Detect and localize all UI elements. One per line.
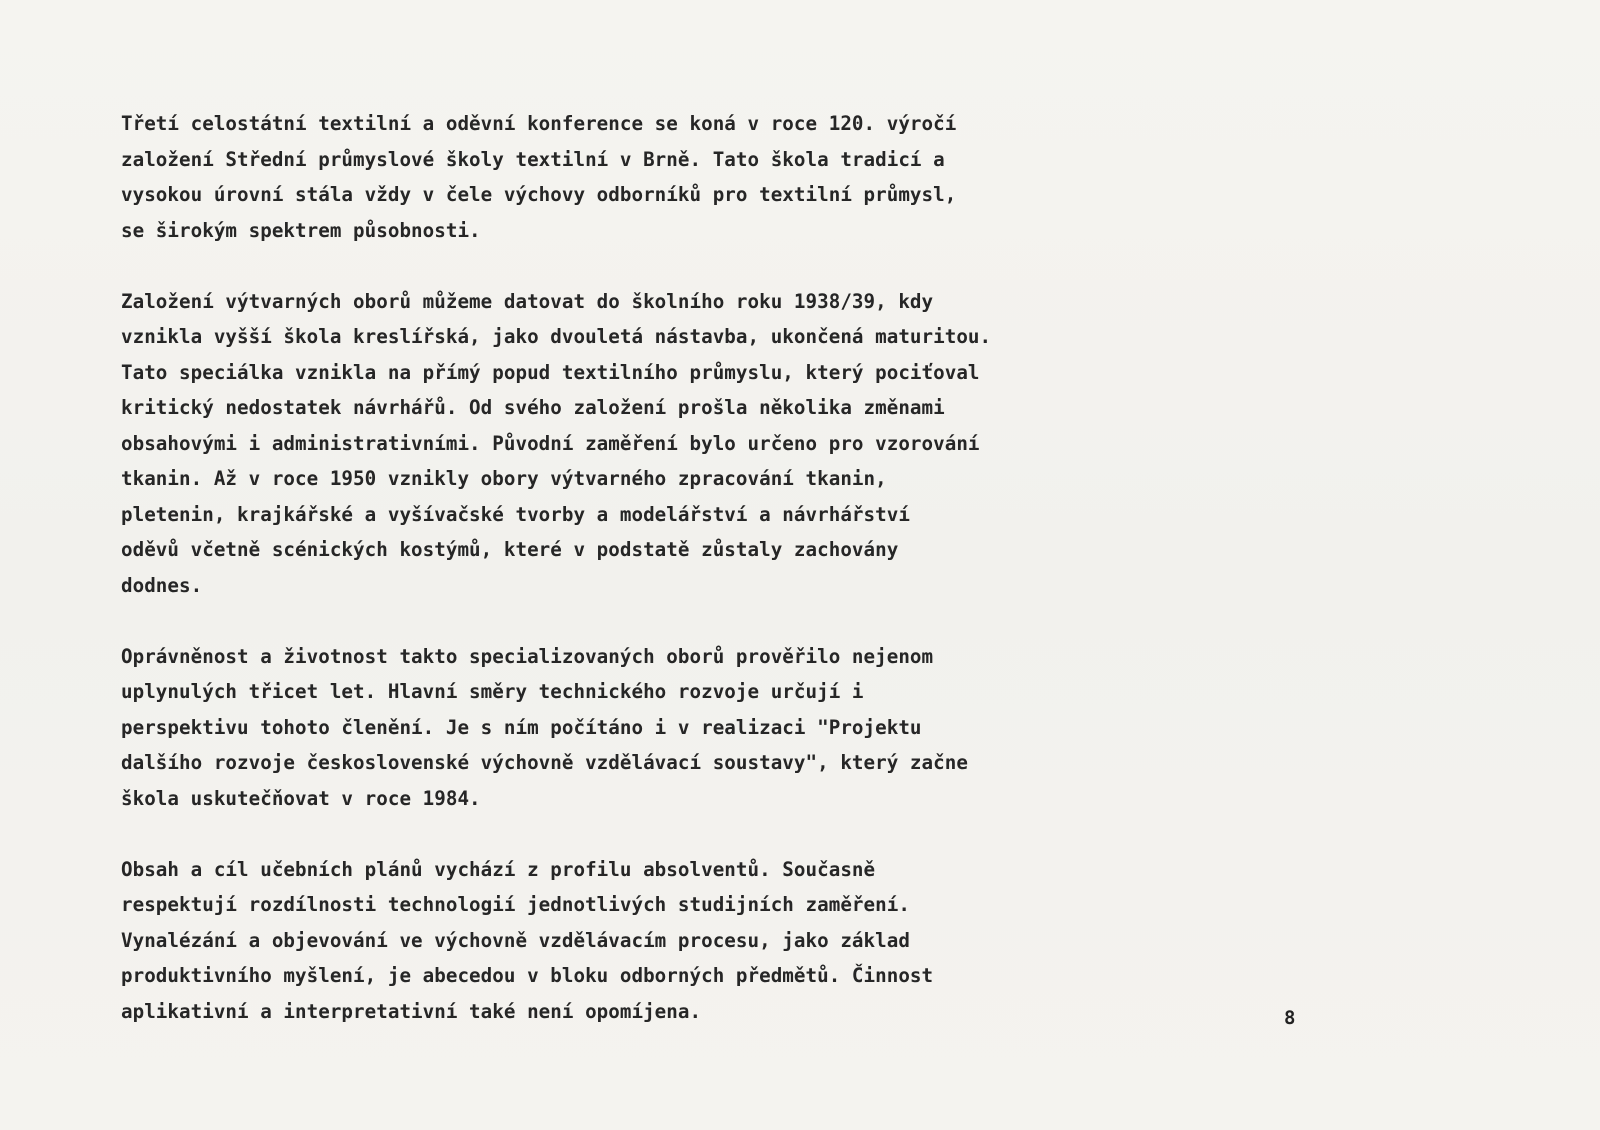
text-line: Oprávněnost a životnost takto specializovaných oborů prověřilo nejenom — [121, 644, 934, 668]
text-line: vznikla vyšší škola kreslířská, jako dvouletá nástavba, ukončená maturitou. — [121, 325, 992, 348]
text-line: tkanin. Až v roce 1950 vznikly obory výtvarného zpracování tkanin, — [121, 467, 887, 490]
paragraph-validity — [121, 639, 1221, 817]
text-line: Třetí celostátní textilní a oděvní konference se koná v roce 120. výročí — [121, 112, 957, 135]
text-line: Vynalézání a objevování ve výchovně vzdělávacím procesu, jako základ — [121, 928, 910, 952]
text-line: Tato speciálka vznikla na přímý popud textilního průmyslu, který pociťoval — [121, 360, 980, 384]
text-line: založení Střední průmyslové školy textilní v Brně. Tato škola tradicí a — [121, 147, 945, 171]
text-line: pletenin, krajkářské a vyšívačské tvorby a modelářství a návrhářství — [121, 502, 910, 526]
body-text — [121, 106, 1221, 1065]
text-line: perspektivu tohoto členění. Je s ním počítáno i v realizaci "Projektu — [121, 715, 922, 739]
text-line: uplynulých třicet let. Hlavní směry technického rozvoje určují i — [121, 680, 864, 703]
text-line: aplikativní a interpretativní také není opomíjena. — [121, 999, 702, 1023]
text-line: vysokou úrovní stála vždy v čele výchovy odborníků pro textilní průmysl, — [121, 183, 957, 206]
text-line: dodnes. — [121, 573, 203, 597]
paragraph-curriculum — [121, 852, 1221, 1030]
text-line: respektují rozdílnosti technologií jednotlivých studijních zaměření. — [121, 893, 910, 916]
text-line: Založení výtvarných oborů můžeme datovat do školního roku 1938/39, kdy — [121, 289, 934, 313]
paragraph-founding — [121, 284, 1221, 604]
text-line: kritický nedostatek návrhářů. Od svého založení prošla několika změnami — [121, 396, 945, 419]
text-line: produktivního myšlení, je abecedou v bloku odborných předmětů. Činnost — [121, 964, 934, 987]
paragraph-conference — [121, 106, 1221, 248]
text-line: obsahovými i administrativními. Původní zaměření bylo určeno pro vzorování — [121, 431, 980, 455]
text-line: škola uskutečňovat v roce 1984. — [121, 786, 481, 810]
page-number: 8 — [1284, 1007, 1296, 1029]
text-line: oděvů včetně scénických kostýmů, které v podstatě zůstaly zachovány — [121, 538, 899, 561]
text-line: dalšího rozvoje československé výchovně vzdělávací soustavy", který začne — [121, 751, 968, 774]
text-line: se širokým spektrem působnosti. — [121, 218, 481, 242]
text-line: Obsah a cíl učebních plánů vychází z profilu absolventů. Současně — [121, 857, 876, 881]
